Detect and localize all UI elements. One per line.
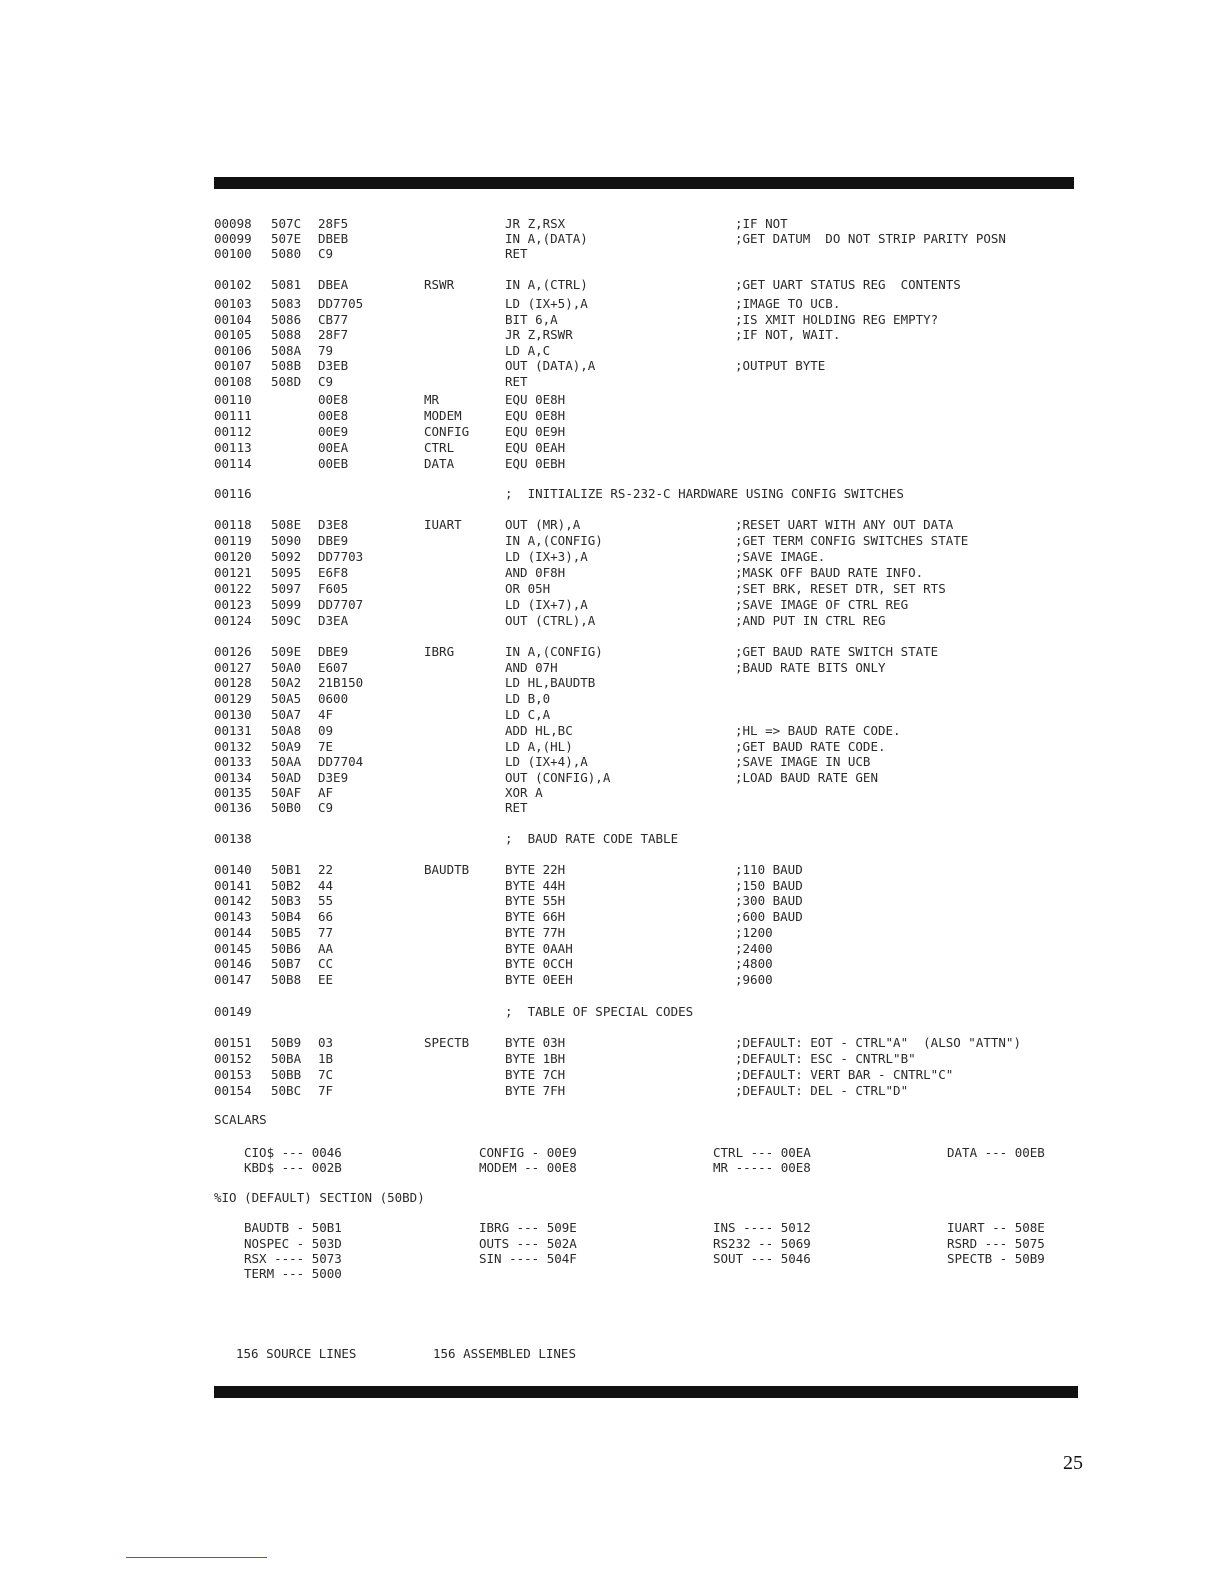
- listing-line: [0, 800, 1224, 816]
- address: 50B9: [271, 1035, 302, 1050]
- address: 50A8: [271, 723, 302, 738]
- footnote-rule: [126, 1557, 267, 1558]
- address: 5086: [271, 312, 302, 327]
- listing-line: [0, 723, 1224, 739]
- instruction: OUT (MR),A: [505, 517, 581, 532]
- listing-line: [0, 565, 1224, 581]
- listing-line: [0, 613, 1224, 629]
- address: 5088: [271, 327, 302, 342]
- listing-line: [0, 1051, 1224, 1067]
- address: 50A9: [271, 739, 302, 754]
- label: BAUDTB: [424, 862, 470, 877]
- instruction: LD B,0: [505, 691, 551, 706]
- listing-line: [0, 785, 1224, 801]
- listing-line: [0, 754, 1224, 770]
- address: 50AD: [271, 770, 302, 785]
- line-number: 00127: [214, 660, 252, 675]
- comment: ;GET UART STATUS REG CONTENTS: [735, 277, 961, 292]
- comment: ;4800: [735, 956, 773, 971]
- object-code: C9: [318, 800, 334, 815]
- line-number: 00134: [214, 770, 252, 785]
- object-code: 28F7: [318, 327, 349, 342]
- object-code: DD7704: [318, 754, 364, 769]
- address: 50B1: [271, 862, 302, 877]
- comment: ;GET BAUD RATE SWITCH STATE: [735, 644, 939, 659]
- object-code: AA: [318, 941, 334, 956]
- scalars-heading: SCALARS: [214, 1112, 267, 1127]
- listing-line: [0, 216, 1224, 232]
- object-code: E6F8: [318, 565, 349, 580]
- comment: ;DEFAULT: VERT BAR - CNTRL"C": [735, 1067, 954, 1082]
- line-number: 00121: [214, 565, 252, 580]
- address: 50B8: [271, 972, 302, 987]
- label: CTRL: [424, 440, 455, 455]
- object-code: DBEA: [318, 277, 349, 292]
- instruction: IN A,(CONFIG): [505, 644, 603, 659]
- instruction: AND 0F8H: [505, 565, 566, 580]
- symbol-entry: CONFIG - 00E9: [479, 1145, 577, 1160]
- line-number: 00147: [214, 972, 252, 987]
- comment: ;GET TERM CONFIG SWITCHES STATE: [735, 533, 969, 548]
- object-code: 03: [318, 1035, 334, 1050]
- address: 509E: [271, 644, 302, 659]
- instruction: LD (IX+7),A: [505, 597, 588, 612]
- object-code: EE: [318, 972, 334, 987]
- listing-line: [0, 343, 1224, 359]
- comment: ;DEFAULT: ESC - CNTRL"B": [735, 1051, 916, 1066]
- address: 50B2: [271, 878, 302, 893]
- line-number: 00113: [214, 440, 252, 455]
- page-number: 25: [1063, 1452, 1083, 1474]
- object-code: DD7707: [318, 597, 364, 612]
- symbol-entry: KBD$ --- 002B: [244, 1160, 342, 1175]
- listing-line: [0, 831, 1224, 847]
- object-code: D3EA: [318, 613, 349, 628]
- line-number: 00106: [214, 343, 252, 358]
- line-number: 00126: [214, 644, 252, 659]
- listing-line: [0, 707, 1224, 723]
- listing-line: [0, 597, 1224, 613]
- address: 50AF: [271, 785, 302, 800]
- instruction: OUT (CONFIG),A: [505, 770, 611, 785]
- address: 507C: [271, 216, 302, 231]
- comment: ;RESET UART WITH ANY OUT DATA: [735, 517, 954, 532]
- listing-line: [0, 231, 1224, 247]
- instruction: ; INITIALIZE RS-232-C HARDWARE USING CONFIG SWITCHES: [505, 486, 904, 501]
- object-code: 66: [318, 909, 334, 924]
- line-number: 00153: [214, 1067, 252, 1082]
- listing-line: [0, 878, 1224, 894]
- instruction: LD (IX+5),A: [505, 296, 588, 311]
- listing-line: [0, 327, 1224, 343]
- symbol-entry: CIO$ --- 0046: [244, 1145, 342, 1160]
- object-code: 7C: [318, 1067, 334, 1082]
- comment: ;9600: [735, 972, 773, 987]
- comment: ;LOAD BAUD RATE GEN: [735, 770, 878, 785]
- instruction: BYTE 0AAH: [505, 941, 573, 956]
- line-number: 00118: [214, 517, 252, 532]
- object-code: 1B: [318, 1051, 334, 1066]
- line-number: 00102: [214, 277, 252, 292]
- symbol-entry: RS232 -- 5069: [713, 1236, 811, 1251]
- label: CONFIG: [424, 424, 470, 439]
- comment: ;SAVE IMAGE OF CTRL REG: [735, 597, 909, 612]
- instruction: EQU 0E9H: [505, 424, 566, 439]
- object-code: E607: [318, 660, 349, 675]
- comment: ;IF NOT, WAIT.: [735, 327, 841, 342]
- line-number: 00111: [214, 408, 252, 423]
- symbol-entry: TERM --- 5000: [244, 1266, 342, 1281]
- instruction: JR Z,RSWR: [505, 327, 573, 342]
- listing-line: [0, 1067, 1224, 1083]
- object-code: C9: [318, 374, 334, 389]
- listing-line: [0, 517, 1224, 533]
- instruction: IN A,(DATA): [505, 231, 588, 246]
- line-number: 00145: [214, 941, 252, 956]
- symbol-entry: SIN ---- 504F: [479, 1251, 577, 1266]
- object-code: 00E8: [318, 408, 349, 423]
- instruction: LD (IX+3),A: [505, 549, 588, 564]
- address: 5081: [271, 277, 302, 292]
- object-code: D3E8: [318, 517, 349, 532]
- address: 50A7: [271, 707, 302, 722]
- comment: ;AND PUT IN CTRL REG: [735, 613, 886, 628]
- instruction: ADD HL,BC: [505, 723, 573, 738]
- instruction: LD (IX+4),A: [505, 754, 588, 769]
- listing-line: [0, 392, 1224, 408]
- instruction: BYTE 77H: [505, 925, 566, 940]
- listing-line: [0, 549, 1224, 565]
- listing-line: [0, 893, 1224, 909]
- comment: ;DEFAULT: DEL - CTRL"D": [735, 1083, 909, 1098]
- object-code: 28F5: [318, 216, 349, 231]
- object-code: DBEB: [318, 231, 349, 246]
- object-code: 77: [318, 925, 334, 940]
- address: 50A0: [271, 660, 302, 675]
- instruction: OUT (CTRL),A: [505, 613, 596, 628]
- instruction: BYTE 0CCH: [505, 956, 573, 971]
- label: MODEM: [424, 408, 462, 423]
- listing-line: [0, 739, 1224, 755]
- comment: ;BAUD RATE BITS ONLY: [735, 660, 886, 675]
- address: 50B6: [271, 941, 302, 956]
- comment: ;SAVE IMAGE IN UCB: [735, 754, 871, 769]
- listing-line: [0, 358, 1224, 374]
- instruction: AND 07H: [505, 660, 558, 675]
- listing-line: [0, 675, 1224, 691]
- comment: ;1200: [735, 925, 773, 940]
- instruction: BYTE 22H: [505, 862, 566, 877]
- object-code: 00E9: [318, 424, 349, 439]
- object-code: 22: [318, 862, 334, 877]
- instruction: RET: [505, 374, 528, 389]
- line-number: 00149: [214, 1004, 252, 1019]
- listing-line: [0, 972, 1224, 988]
- label: MR: [424, 392, 440, 407]
- line-number: 00104: [214, 312, 252, 327]
- line-number: 00136: [214, 800, 252, 815]
- object-code: 4F: [318, 707, 334, 722]
- listing-line: [0, 1035, 1224, 1051]
- symbol-entry: DATA --- 00EB: [947, 1145, 1045, 1160]
- address: 5080: [271, 246, 302, 261]
- line-number: 00132: [214, 739, 252, 754]
- instruction: BYTE 66H: [505, 909, 566, 924]
- object-code: AF: [318, 785, 334, 800]
- address: 50B5: [271, 925, 302, 940]
- symbol-entry: MR ----- 00E8: [713, 1160, 811, 1175]
- top-rule: [214, 177, 1074, 189]
- symbol-entry: SOUT --- 5046: [713, 1251, 811, 1266]
- instruction: BIT 6,A: [505, 312, 558, 327]
- listing-line: [0, 486, 1224, 502]
- label: SPECTB: [424, 1035, 470, 1050]
- address: 50BC: [271, 1083, 302, 1098]
- instruction: LD HL,BAUDTB: [505, 675, 596, 690]
- comment: ;HL => BAUD RATE CODE.: [735, 723, 901, 738]
- listing-line: [0, 925, 1224, 941]
- line-number: 00119: [214, 533, 252, 548]
- address: 50BA: [271, 1051, 302, 1066]
- instruction: LD A,C: [505, 343, 551, 358]
- listing-line: [0, 312, 1224, 328]
- listing-line: [0, 440, 1224, 456]
- line-number: 00152: [214, 1051, 252, 1066]
- listing-line: [0, 956, 1224, 972]
- object-code: D3E9: [318, 770, 349, 785]
- address: 5092: [271, 549, 302, 564]
- instruction: EQU 0E8H: [505, 408, 566, 423]
- instruction: BYTE 1BH: [505, 1051, 566, 1066]
- instruction: LD A,(HL): [505, 739, 573, 754]
- symbol-entry: MODEM -- 00E8: [479, 1160, 577, 1175]
- symbol-entry: RSX ---- 5073: [244, 1251, 342, 1266]
- comment: ;IMAGE TO UCB.: [735, 296, 841, 311]
- assembled-lines-count: 156 ASSEMBLED LINES: [433, 1346, 576, 1361]
- object-code: CC: [318, 956, 334, 971]
- instruction: XOR A: [505, 785, 543, 800]
- comment: ;600 BAUD: [735, 909, 803, 924]
- object-code: 00EB: [318, 456, 349, 471]
- listing-line: [0, 862, 1224, 878]
- line-number: 00143: [214, 909, 252, 924]
- instruction: BYTE 44H: [505, 878, 566, 893]
- line-number: 00123: [214, 597, 252, 612]
- instruction: IN A,(CTRL): [505, 277, 588, 292]
- comment: ;300 BAUD: [735, 893, 803, 908]
- object-code: 7E: [318, 739, 334, 754]
- listing-line: [0, 246, 1224, 262]
- symbol-entry: SPECTB - 50B9: [947, 1251, 1045, 1266]
- comment: ;GET DATUM DO NOT STRIP PARITY POSN: [735, 231, 1006, 246]
- listing-line: [0, 277, 1224, 293]
- line-number: 00098: [214, 216, 252, 231]
- line-number: 00107: [214, 358, 252, 373]
- address: 50B7: [271, 956, 302, 971]
- comment: ;SAVE IMAGE.: [735, 549, 826, 564]
- comment: ;IF NOT: [735, 216, 788, 231]
- instruction: EQU 0EAH: [505, 440, 566, 455]
- line-number: 00103: [214, 296, 252, 311]
- listing-line: [0, 374, 1224, 390]
- object-code: DD7705: [318, 296, 364, 311]
- address: 508B: [271, 358, 302, 373]
- instruction: BYTE 55H: [505, 893, 566, 908]
- listing-line: [0, 644, 1224, 660]
- object-code: 21B150: [318, 675, 364, 690]
- line-number: 00124: [214, 613, 252, 628]
- listing-line: [0, 581, 1224, 597]
- line-number: 00114: [214, 456, 252, 471]
- line-number: 00128: [214, 675, 252, 690]
- line-number: 00133: [214, 754, 252, 769]
- line-number: 00130: [214, 707, 252, 722]
- comment: ;110 BAUD: [735, 862, 803, 877]
- address: 5090: [271, 533, 302, 548]
- address: 509C: [271, 613, 302, 628]
- line-number: 00120: [214, 549, 252, 564]
- address: 508D: [271, 374, 302, 389]
- line-number: 00144: [214, 925, 252, 940]
- listing-line: [0, 456, 1224, 472]
- instruction: ; BAUD RATE CODE TABLE: [505, 831, 679, 846]
- listing-line: [0, 533, 1224, 549]
- object-code: F605: [318, 581, 349, 596]
- line-number: 00105: [214, 327, 252, 342]
- listing-line: [0, 909, 1224, 925]
- object-code: 7F: [318, 1083, 334, 1098]
- comment: ;SET BRK, RESET DTR, SET RTS: [735, 581, 946, 596]
- object-code: D3EB: [318, 358, 349, 373]
- object-code: 44: [318, 878, 334, 893]
- symbol-entry: RSRD --- 5075: [947, 1236, 1045, 1251]
- address: 508A: [271, 343, 302, 358]
- instruction: RET: [505, 246, 528, 261]
- symbol-entry: OUTS --- 502A: [479, 1236, 577, 1251]
- instruction: OR 05H: [505, 581, 551, 596]
- listing-line: [0, 408, 1224, 424]
- listing-line: [0, 1083, 1224, 1099]
- label: DATA: [424, 456, 455, 471]
- address: 50A5: [271, 691, 302, 706]
- instruction: OUT (DATA),A: [505, 358, 596, 373]
- address: 50B0: [271, 800, 302, 815]
- object-code: C9: [318, 246, 334, 261]
- comment: ;150 BAUD: [735, 878, 803, 893]
- object-code: 09: [318, 723, 334, 738]
- object-code: CB77: [318, 312, 349, 327]
- address: 50AA: [271, 754, 302, 769]
- instruction: JR Z,RSX: [505, 216, 566, 231]
- address: 50BB: [271, 1067, 302, 1082]
- instruction: IN A,(CONFIG): [505, 533, 603, 548]
- instruction: LD C,A: [505, 707, 551, 722]
- line-number: 00129: [214, 691, 252, 706]
- address: 50A2: [271, 675, 302, 690]
- label: RSWR: [424, 277, 455, 292]
- line-number: 00151: [214, 1035, 252, 1050]
- address: 5095: [271, 565, 302, 580]
- symbol-entry: IUART -- 508E: [947, 1220, 1045, 1235]
- listing-line: [0, 660, 1224, 676]
- address: 50B3: [271, 893, 302, 908]
- listing-line: [0, 941, 1224, 957]
- listing-line: [0, 1004, 1224, 1020]
- line-number: 00122: [214, 581, 252, 596]
- instruction: ; TABLE OF SPECIAL CODES: [505, 1004, 694, 1019]
- listing-line: [0, 691, 1224, 707]
- instruction: BYTE 7CH: [505, 1067, 566, 1082]
- address: 508E: [271, 517, 302, 532]
- symbol-entry: INS ---- 5012: [713, 1220, 811, 1235]
- line-number: 00135: [214, 785, 252, 800]
- line-number: 00131: [214, 723, 252, 738]
- object-code: DBE9: [318, 533, 349, 548]
- line-number: 00099: [214, 231, 252, 246]
- instruction: BYTE 7FH: [505, 1083, 566, 1098]
- line-number: 00138: [214, 831, 252, 846]
- address: 50B4: [271, 909, 302, 924]
- line-number: 00142: [214, 893, 252, 908]
- section-heading: %IO (DEFAULT) SECTION (50BD): [214, 1190, 425, 1205]
- object-code: 00EA: [318, 440, 349, 455]
- label: IBRG: [424, 644, 455, 659]
- object-code: 00E8: [318, 392, 349, 407]
- line-number: 00140: [214, 862, 252, 877]
- address: 5099: [271, 597, 302, 612]
- object-code: 0600: [318, 691, 349, 706]
- label: IUART: [424, 517, 462, 532]
- bottom-rule: [214, 1386, 1078, 1398]
- listing-line: [0, 424, 1224, 440]
- line-number: 00154: [214, 1083, 252, 1098]
- comment: ;OUTPUT BYTE: [735, 358, 826, 373]
- line-number: 00141: [214, 878, 252, 893]
- address: 5083: [271, 296, 302, 311]
- instruction: BYTE 03H: [505, 1035, 566, 1050]
- comment: ;GET BAUD RATE CODE.: [735, 739, 886, 754]
- listing-line: [0, 296, 1224, 312]
- line-number: 00100: [214, 246, 252, 261]
- comment: ;IS XMIT HOLDING REG EMPTY?: [735, 312, 939, 327]
- line-number: 00146: [214, 956, 252, 971]
- address: 507E: [271, 231, 302, 246]
- comment: ;MASK OFF BAUD RATE INFO.: [735, 565, 924, 580]
- comment: ;2400: [735, 941, 773, 956]
- instruction: RET: [505, 800, 528, 815]
- line-number: 00116: [214, 486, 252, 501]
- comment: ;DEFAULT: EOT - CTRL"A" (ALSO "ATTN"): [735, 1035, 1021, 1050]
- instruction: BYTE 0EEH: [505, 972, 573, 987]
- line-number: 00110: [214, 392, 252, 407]
- address: 5097: [271, 581, 302, 596]
- symbol-entry: BAUDTB - 50B1: [244, 1220, 342, 1235]
- symbol-entry: NOSPEC - 503D: [244, 1236, 342, 1251]
- instruction: EQU 0EBH: [505, 456, 566, 471]
- object-code: DBE9: [318, 644, 349, 659]
- symbol-entry: CTRL --- 00EA: [713, 1145, 811, 1160]
- object-code: 55: [318, 893, 334, 908]
- object-code: DD7703: [318, 549, 364, 564]
- listing-line: [0, 770, 1224, 786]
- object-code: 79: [318, 343, 334, 358]
- line-number: 00112: [214, 424, 252, 439]
- line-number: 00108: [214, 374, 252, 389]
- source-lines-count: 156 SOURCE LINES: [236, 1346, 357, 1361]
- symbol-entry: IBRG --- 509E: [479, 1220, 577, 1235]
- instruction: EQU 0E8H: [505, 392, 566, 407]
